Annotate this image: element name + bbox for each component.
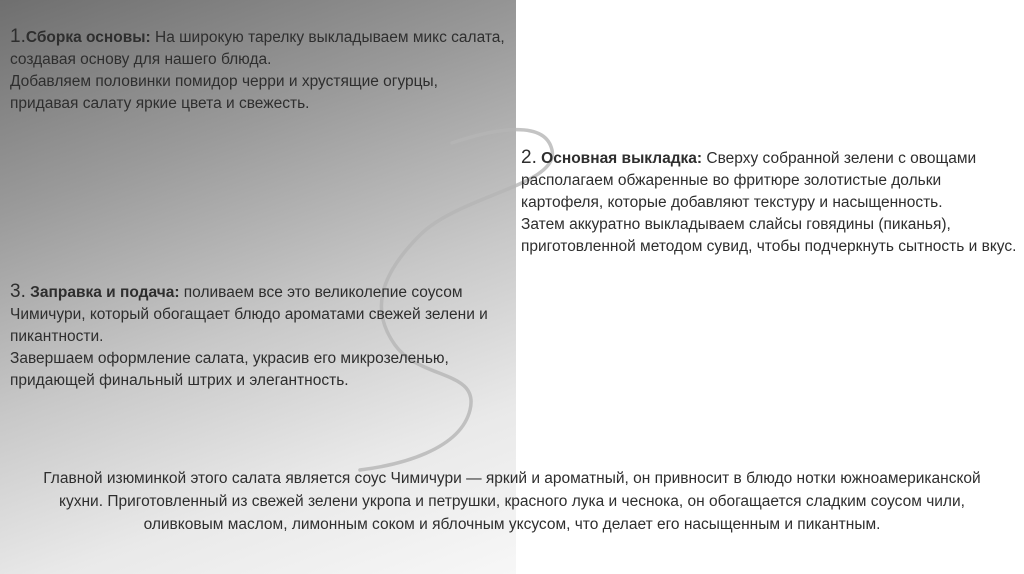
step-1-detail: Добавляем половинки помидор черри и хрустящие огурцы, придавая салату яркие цвета и свежесть. xyxy=(10,73,438,112)
step-2-lead: Сверху собранной зелени с овощами располагаем обжаренные во фритюре золотистые дольки картофеля, которые добавляют текстуру и насыщенность. xyxy=(521,150,977,211)
step-2-heading: Основная выкладка: xyxy=(536,150,703,167)
step-1-heading: Сборка основы: xyxy=(25,29,151,46)
step-3-number: 3. xyxy=(10,281,26,302)
step-1-lead: На широкую тарелку выкладываем микс салата, создавая основу для нашего блюда. xyxy=(10,29,505,68)
step-3-block xyxy=(10,281,500,392)
step-2-intro xyxy=(521,147,1021,214)
step-2-block xyxy=(521,147,1021,258)
step-3-heading: Заправка и подача: xyxy=(25,284,180,301)
step-2-number: 2. xyxy=(521,147,537,168)
step-3-detail: Завершаем оформление салата, украсив его микрозеленью, придающей финальный штрих и элегантность. xyxy=(10,350,449,389)
step-1-number: 1. xyxy=(10,26,26,47)
step-1-intro xyxy=(10,26,510,71)
step-1-block xyxy=(10,26,510,115)
step-3-lead: поливаем все это великолепие соусом Чимичури, который обогащает блюдо ароматами свежей зелени и пикантности. xyxy=(10,284,488,345)
step-3-intro xyxy=(10,281,500,348)
step-2-detail: Затем аккуратно выкладываем слайсы говядины (пиканья), приготовленной методом сувид, чтобы подчеркнуть сытность и вкус. xyxy=(521,216,1017,255)
footer-summary: Главной изюминкой этого салата является соус Чимичури — яркий и ароматный, он привносит в блюдо нотки южноамериканской кухни. Приготовленный из свежей зелени укропа и петрушки, красного лука и чеснока, он обогащается сладким соусом чили, оливковым маслом, лимонным соком и яблочным уксусом, что делает его насыщенным и пикантным. xyxy=(43,470,981,533)
